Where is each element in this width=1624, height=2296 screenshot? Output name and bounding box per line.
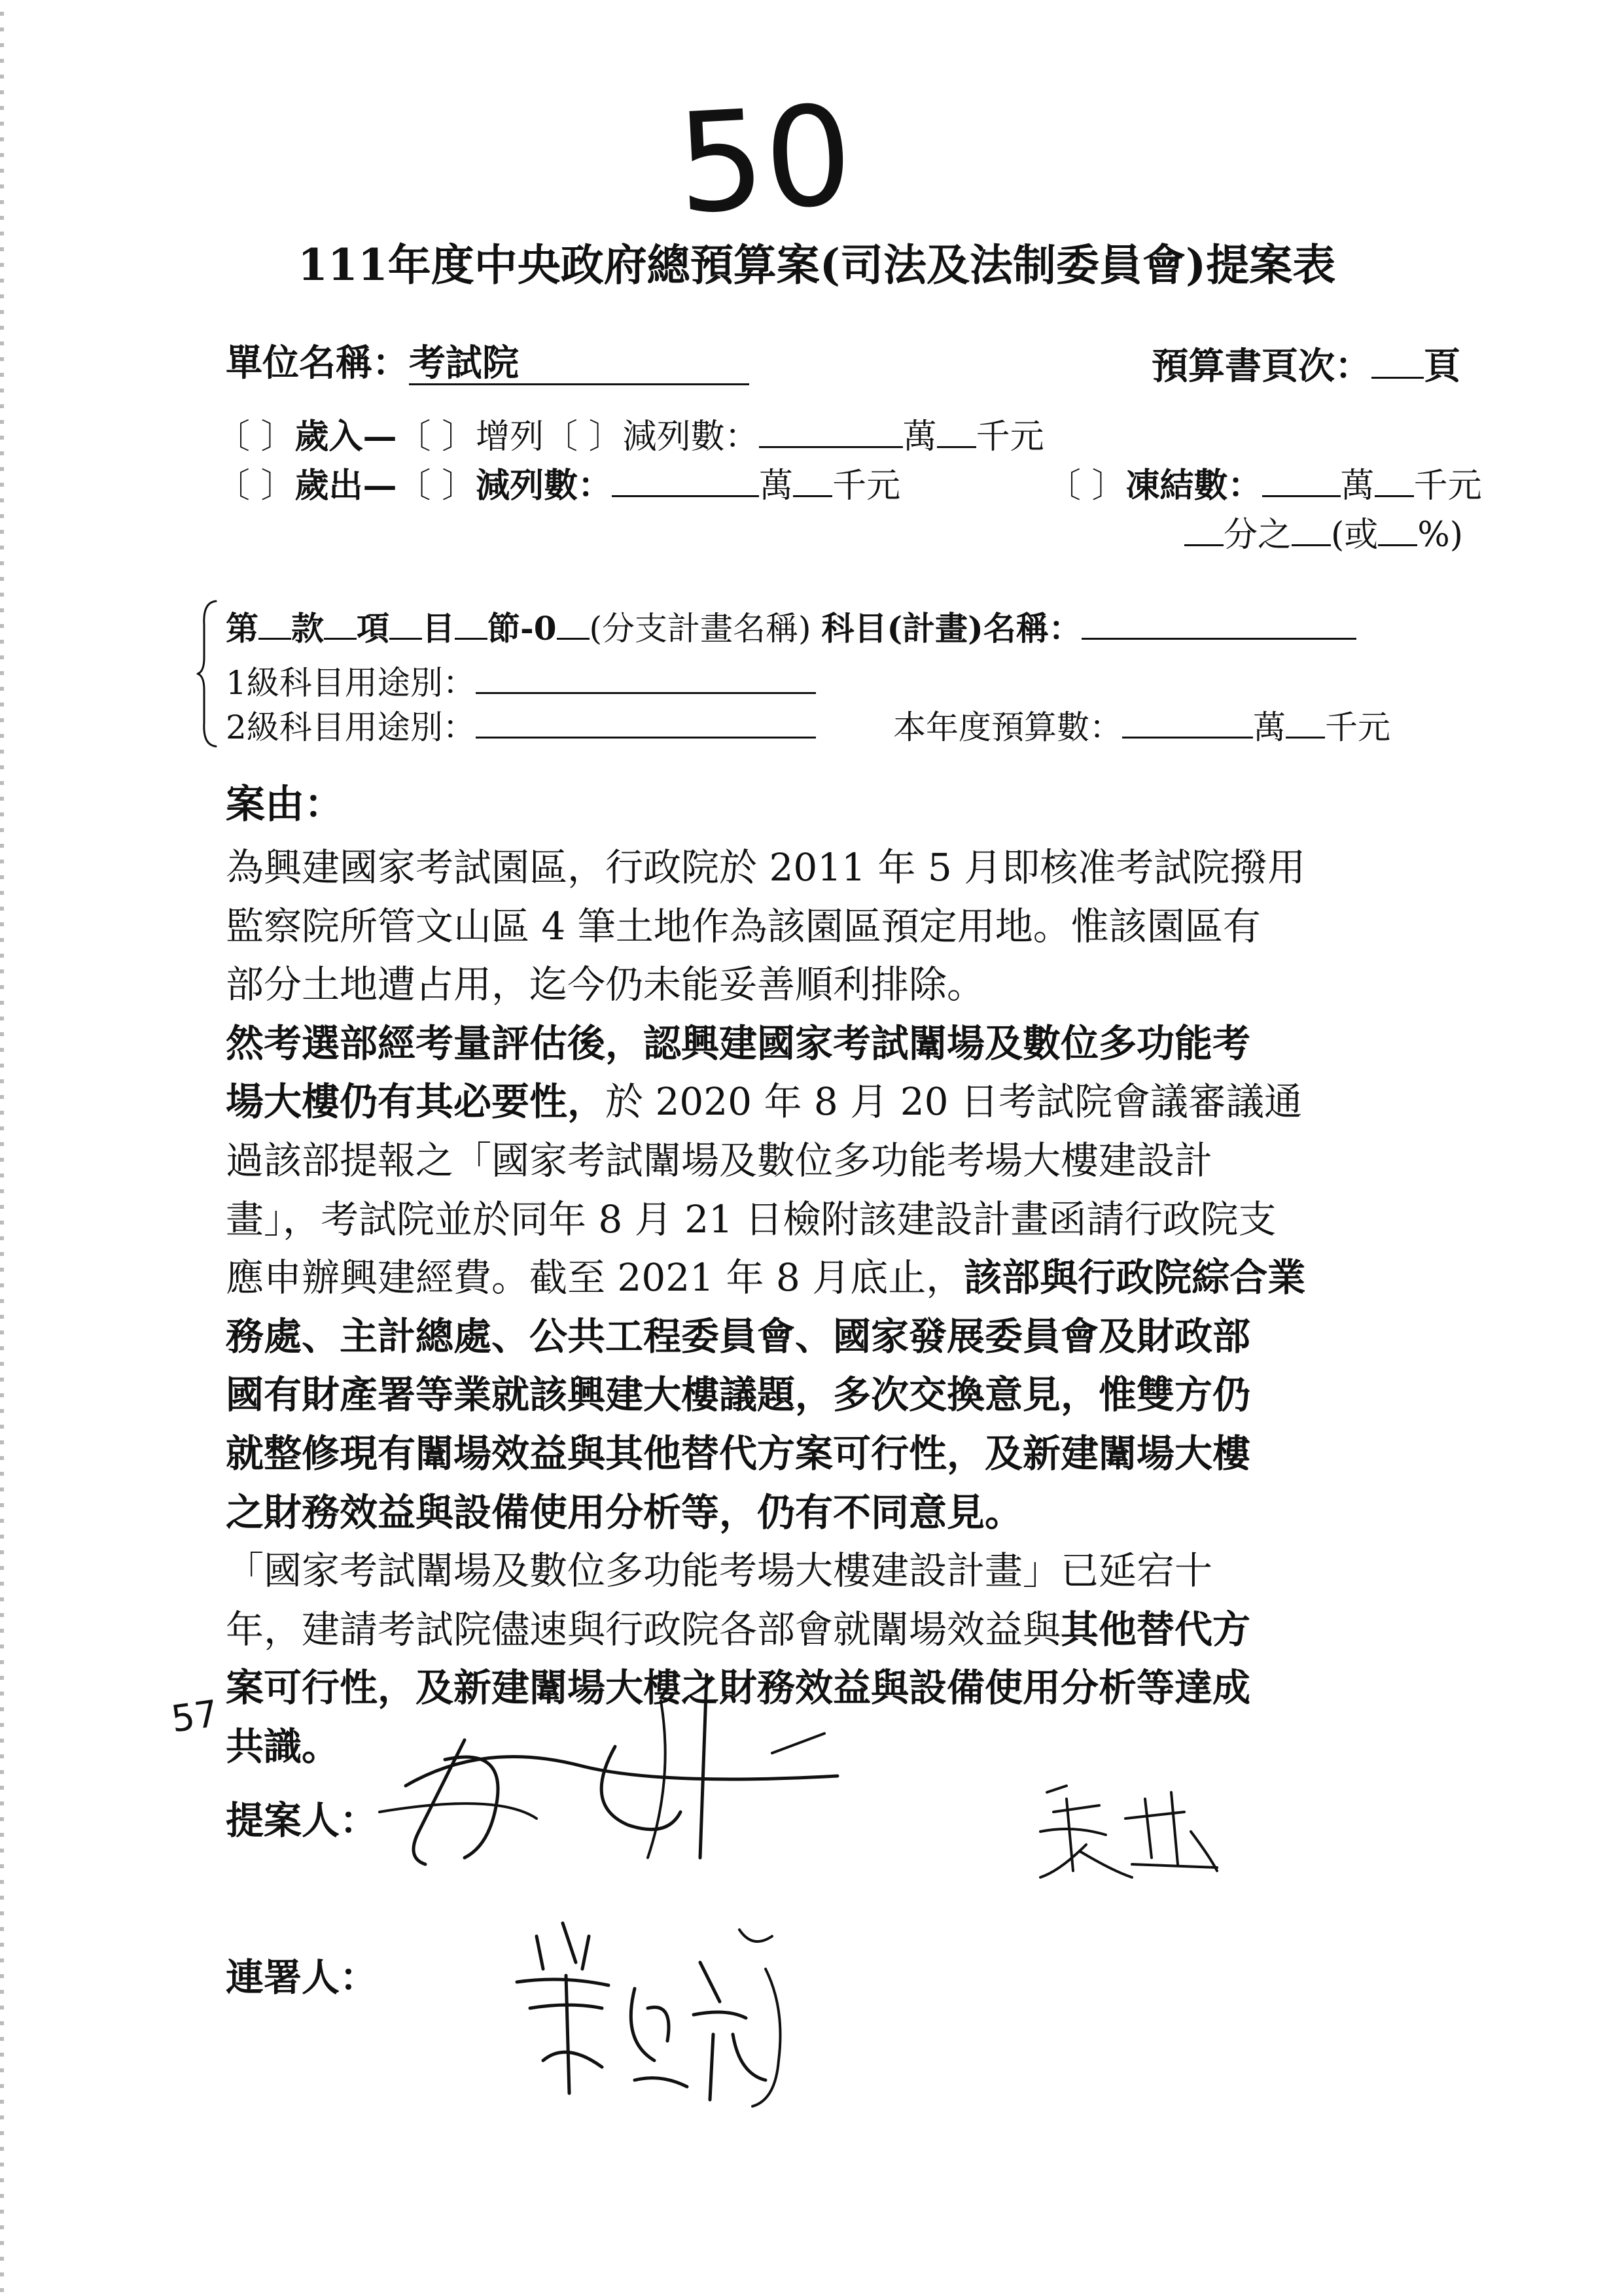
budget-page-blank	[1371, 340, 1424, 379]
revenue-amount-blank	[759, 412, 903, 448]
reason-text: 場大樓仍有其必要性，	[226, 1079, 606, 1124]
reason-text: 於 2020 年 8 月 20 日考試院會議審議通	[605, 1079, 1302, 1124]
budget-qianyuan: 千元	[1325, 708, 1390, 746]
account-kuan: 款	[291, 609, 324, 648]
account-row-3	[226, 704, 816, 748]
percent-blank	[1378, 510, 1417, 546]
unit-row	[226, 340, 749, 386]
scan-edge	[0, 0, 4, 2296]
expense-decrease-label: 減列數：	[476, 466, 612, 506]
reason-line	[226, 839, 1417, 897]
account-kuan-blank	[258, 605, 291, 640]
reason-text: 「國家考試闈場及數位多功能考場大樓建設計畫」已延宕十	[226, 1548, 1213, 1593]
reason-text: 共識。	[226, 1724, 340, 1769]
reason-text: 其他替代方	[1061, 1607, 1251, 1652]
reason-line	[226, 1542, 1417, 1601]
reason-text: 務處、主計總處、公共工程委員會、國家發展委員會及財政部	[226, 1313, 1251, 1359]
level1-label: 1級科目用途別：	[226, 664, 476, 702]
level2-label: 2級科目用途別：	[226, 708, 476, 746]
reason-line	[226, 1249, 1417, 1308]
freeze-qianyuan: 千元	[1413, 466, 1482, 506]
reason-text: 應申辦興建經費。截至 2021 年 8 月底止，	[226, 1255, 964, 1300]
proposer-signature-2	[1021, 1773, 1230, 1890]
reason-line	[226, 1425, 1417, 1484]
account-di: 第	[226, 609, 258, 648]
account-xiang-blank	[324, 605, 357, 640]
fraction-row	[1184, 510, 1463, 557]
reason-line	[226, 1366, 1417, 1425]
fraction-numerator-blank	[1184, 510, 1224, 546]
freeze-row	[1047, 461, 1482, 508]
account-row-2	[226, 659, 816, 703]
account-subject-blank	[1082, 605, 1356, 640]
account-mu: 目	[422, 609, 455, 648]
expense-amount-blank	[612, 461, 759, 497]
expense-wan: 萬	[759, 466, 794, 506]
reason-heading: 案由：	[226, 782, 344, 827]
reason-line	[226, 956, 1417, 1015]
reason-line	[226, 1132, 1417, 1191]
account-jie-blank	[455, 605, 487, 640]
revenue-row	[216, 412, 1044, 459]
revenue-wan: 萬	[902, 417, 937, 457]
reason-line	[226, 1601, 1417, 1660]
fraction-percent: %)	[1417, 515, 1464, 555]
reason-text: 該部與行政院綜合業	[964, 1255, 1306, 1300]
reason-text: 畫」，考試院並於同年 8 月 21 日檢附該建設計畫函請行政院支	[226, 1196, 1277, 1242]
revenue-checkbox: 〔 〕	[216, 417, 295, 457]
reason-text: 案可行性，及新建闈場大樓之財務效益與設備使用分析等達成	[226, 1665, 1251, 1711]
account-brace	[196, 599, 222, 749]
cosigner-label: 連署人：	[226, 1955, 378, 2000]
budget-amount-row	[893, 704, 1390, 748]
reason-text: 為興建國家考試園區，行政院於 2011 年 5 月即核准考試院撥用	[226, 845, 1306, 890]
fraction-denominator-blank	[1292, 510, 1331, 546]
reason-line	[226, 1484, 1417, 1542]
reason-text: 過該部提報之「國家考試闈場及數位多功能考場大樓建設計	[226, 1138, 1213, 1183]
reason-text: 之財務效益與設備使用分析等，仍有不同意見。	[226, 1489, 1023, 1535]
account-subplan: (分支計畫名稱)	[589, 610, 811, 648]
account-jie: 節-0	[487, 609, 557, 648]
revenue-label: 歲入—	[294, 417, 397, 457]
budget-wan: 萬	[1253, 708, 1286, 746]
budget-qian-blank	[1286, 704, 1325, 739]
revenue-decrease-label: 減列數：	[622, 417, 759, 457]
expense-decrease-checkbox: 〔 〕	[397, 466, 476, 506]
expense-qian-blank	[793, 461, 832, 497]
freeze-label: 凍結數：	[1125, 466, 1262, 506]
budget-page-suffix: 頁	[1424, 345, 1460, 388]
expense-label: 歲出—	[294, 466, 397, 506]
expense-row	[216, 461, 900, 508]
account-subplan-blank	[557, 605, 590, 640]
reason-line	[226, 1191, 1417, 1249]
revenue-increase-label: 增列	[476, 417, 544, 457]
revenue-decrease-checkbox: 〔 〕	[544, 417, 623, 457]
revenue-increase-checkbox: 〔 〕	[397, 417, 476, 457]
account-subject-label: 科目(計畫)名稱：	[821, 609, 1082, 648]
page-title: 111年度中央政府總預算案(司法及法制委員會)提案表	[298, 239, 1336, 290]
reason-text: 國有財產署等業就該興建大樓議題，多次交換意見，惟雙方仍	[226, 1372, 1251, 1418]
reason-line	[226, 1308, 1417, 1366]
cosigner-signature	[504, 1910, 805, 2119]
fraction-label: 分之	[1224, 515, 1292, 555]
expense-checkbox: 〔 〕	[216, 466, 295, 506]
freeze-checkbox: 〔 〕	[1047, 466, 1126, 506]
reason-text: 監察院所管文山區 4 筆土地作為該園區預定用地。惟該園區有	[226, 903, 1261, 948]
unit-label: 單位名稱：	[226, 341, 409, 385]
reason-line	[226, 1015, 1417, 1073]
proposer-label: 提案人：	[226, 1798, 378, 1843]
budget-amount-label: 本年度預算數：	[893, 708, 1122, 746]
page-number: 50	[673, 75, 856, 245]
reason-line	[226, 897, 1417, 956]
fraction-or: (或	[1331, 515, 1379, 555]
reason-text: 然考選部經考量評估後，認興建國家考試闈場及數位多功能考	[226, 1020, 1251, 1066]
budget-page-label: 預算書頁次：	[1152, 345, 1371, 388]
reason-body	[226, 839, 1417, 1777]
budget-amount-blank	[1122, 704, 1253, 739]
unit-value: 考試院	[409, 343, 749, 385]
proposer-signature	[366, 1661, 877, 1877]
account-row-1	[226, 605, 1356, 649]
margin-note: 57	[168, 1692, 221, 1741]
account-mu-blank	[389, 605, 422, 640]
freeze-qian-blank	[1375, 461, 1414, 497]
level2-blank	[476, 704, 816, 739]
reason-text: 就整修現有闈場效益與其他替代方案可行性，及新建闈場大樓	[226, 1431, 1251, 1476]
reason-text: 部分土地遭占用，迄今仍未能妥善順利排除。	[226, 962, 985, 1007]
freeze-wan: 萬	[1340, 466, 1375, 506]
budget-page-row	[1152, 340, 1460, 389]
reason-line	[226, 1073, 1417, 1132]
reason-text: 年，建請考試院儘速與行政院各部會就闈場效益與	[226, 1607, 1061, 1652]
level1-blank	[476, 659, 816, 694]
account-xiang: 項	[357, 609, 389, 648]
freeze-amount-blank	[1262, 461, 1341, 497]
revenue-qian-blank	[937, 412, 976, 448]
expense-qianyuan: 千元	[832, 466, 901, 506]
revenue-qianyuan: 千元	[976, 417, 1044, 457]
